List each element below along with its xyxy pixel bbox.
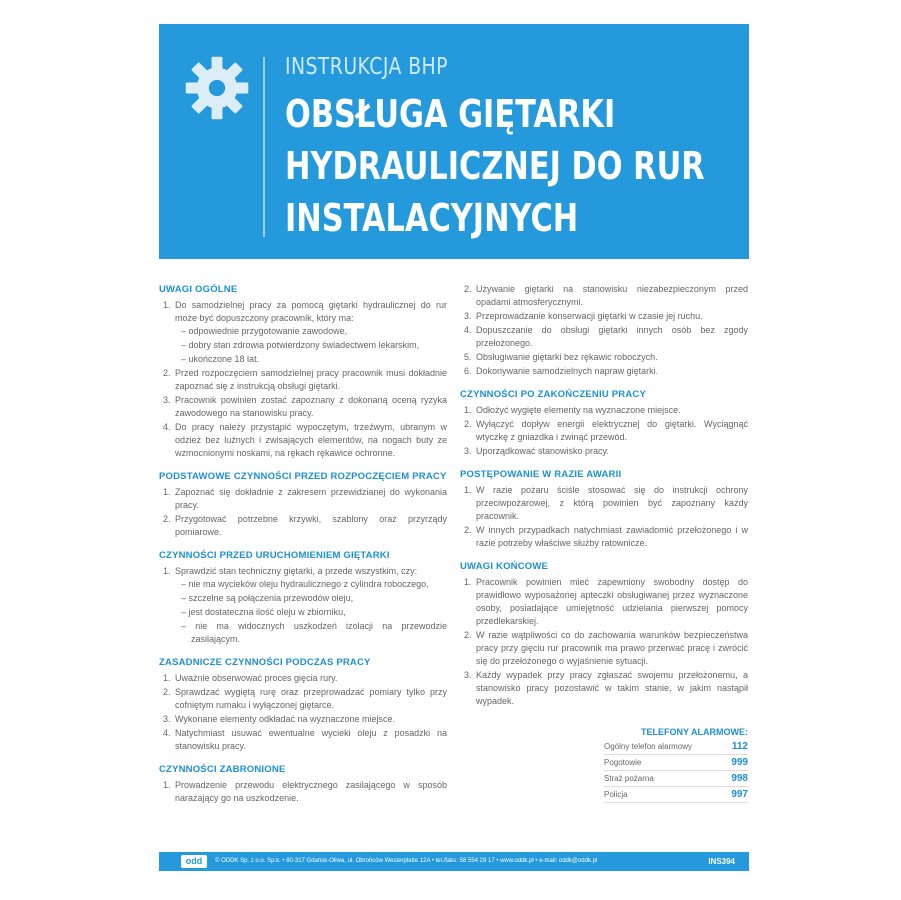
section-title: ZASADNICZE CZYNNOŚCI PODCZAS PRACY — [159, 657, 371, 668]
list-item — [173, 486, 447, 512]
instruction-section — [460, 283, 748, 378]
list-item — [173, 394, 447, 420]
list-item — [474, 404, 748, 417]
list-item — [474, 484, 748, 523]
phone-label: Straż pożarna — [604, 774, 654, 783]
footer-contact: © ODDK Sp. z o.o. Sp.k. • 80-317 Gdańsk-Oliwa, ul. Obrońców Westerplatte 12A • tel./faks: 58 554 29 17 • www.oddk.pl • e-mail: oddk@oddk.pl — [215, 858, 598, 864]
instruction-list — [159, 299, 447, 460]
list-item — [173, 565, 447, 646]
list-item — [173, 672, 447, 685]
instruction-list — [159, 486, 447, 539]
instruction-list — [159, 672, 447, 753]
list-item-text: Używanie giętarki na stanowisku niezabezpieczonym przed opadami atmosferycznymi. — [476, 284, 748, 307]
list-item — [474, 310, 748, 323]
list-item — [474, 324, 748, 350]
phone-row — [604, 755, 748, 771]
list-item-text: Przeprowadzanie konserwacji giętarki w czasie jej ruchu. — [476, 311, 703, 321]
list-item-text: Uporządkować stanowisko pracy. — [476, 446, 609, 456]
list-item-text: Odłożyć wygięte elementy na wyznaczone miejsce. — [476, 405, 681, 415]
left-column — [159, 283, 447, 815]
instruction-list — [159, 565, 447, 646]
list-item — [173, 367, 447, 393]
instruction-list — [460, 283, 748, 378]
header-banner — [159, 24, 749, 259]
list-item-text: W innych przypadkach natychmiast zawiadomić przełożonego i w razie potrzeby właściwe służby ratownicze. — [476, 525, 748, 548]
list-item — [173, 713, 447, 726]
list-item — [173, 513, 447, 539]
list-item — [173, 779, 447, 805]
company-logo: odd — [181, 855, 207, 868]
section-title: UWAGI OGÓLNE — [159, 284, 238, 295]
section-title: PODSTAWOWE CZYNNOŚCI PRZED ROZPOCZĘCIEM PRACY — [159, 471, 447, 482]
sub-list-item: – jest dostateczna ilość oleju w zbiorniku, — [189, 606, 447, 619]
header-subtitle: INSTRUKCJA BHP — [285, 54, 448, 80]
phone-row — [604, 739, 748, 755]
list-item-text: Sprawdzić stan techniczny giętarki, a przede wszystkim, czy: — [175, 566, 418, 576]
title-line: OBSŁUGA GIĘTARKI — [285, 92, 616, 136]
sub-list — [175, 325, 447, 366]
phone-number: 999 — [731, 757, 748, 768]
list-item-text: Natychmiast usuwać ewentualne wycieki oleju z posadzki na stanowisku pracy. — [175, 728, 447, 751]
title-line: INSTALACYJNYCH — [285, 196, 579, 240]
list-item-text: Wyłączyć dopływ energii elektrycznej do giętarki. Wyciągnąć wtyczkę z gniazdka i zwinąć przewód. — [476, 419, 748, 442]
list-item-text: Prowadzenie przewodu elektrycznego zasilającego w sposób narażający go na uszkodzenie. — [175, 780, 447, 803]
list-item-text: Zapoznać się dokładnie z zakresem przewidzianej do wykonania pracy. — [175, 487, 447, 510]
list-item — [474, 524, 748, 550]
list-item — [474, 351, 748, 364]
list-item-text: Do samodzielnej pracy za pomocą giętarki hydraulicznej do rur może być dopuszczony pracownik, który ma: — [175, 300, 447, 323]
footer-bar — [159, 852, 749, 871]
sub-list-item: – szczelne są połączenia przewodów oleju, — [189, 592, 447, 605]
list-item-text: Dokonywanie samodzielnych napraw giętarki. — [476, 366, 659, 376]
sub-list-item: – odpowiednie przygotowanie zawodowe, — [189, 325, 447, 338]
section-title: POSTĘPOWANIE W RAZIE AWARII — [460, 469, 622, 480]
list-item — [173, 421, 447, 460]
sub-list — [175, 578, 447, 646]
list-item-text: Sprawdzać wygiętą rurę oraz przeprowadzać pomiary tylko przy cofniętym rumaku i wyłączonej giętarce. — [175, 687, 447, 710]
list-item — [474, 365, 748, 378]
section-title: CZYNNOŚCI PRZED URUCHOMIENIEM GIĘTARKI — [159, 550, 390, 561]
phone-label: Policja — [604, 790, 628, 799]
section-title: UWAGI KOŃCOWE — [460, 561, 549, 572]
instruction-section — [159, 656, 447, 753]
instruction-list — [460, 576, 748, 708]
sub-list-item: – nie ma wycieków oleju hydraulicznego z cylindra roboczego, — [189, 578, 447, 591]
phone-row — [604, 771, 748, 787]
list-item-text: Przed rozpoczęciem samodzielnej pracy pracownik musi dokładnie zapoznać się z instrukcją obsługi giętarki. — [175, 368, 447, 391]
section-title: CZYNNOŚCI PO ZAKOŃCZENIU PRACY — [460, 389, 646, 400]
list-item-text: W razie wątpliwości co do zachowania warunków bezpieczeństwa pracy przy gięciu rur pracownik ma prawo przerwać pracę i zwrócić się do przełożonego o wyjaśnienie sytuacji. — [476, 630, 748, 666]
title-line: HYDRAULICZNEJ DO RUR — [285, 144, 705, 188]
list-item-text: Pracownik powinien mieć zapewniony swobodny dostęp do prawidłowo wyposażonej apteczki obsługiwanej przez wyznaczone osoby, posiadające umiejętność udzielania pierwszej pomocy przedlekarskiej. — [476, 577, 748, 626]
header-title — [285, 88, 725, 244]
list-item-text: Obsługiwanie giętarki bez rękawic roboczych. — [476, 352, 658, 362]
list-item — [474, 283, 748, 309]
instruction-section — [159, 549, 447, 646]
sub-list-item: – dobry stan zdrowia potwierdzony świadectwem lekarskim, — [189, 339, 447, 352]
list-item-text: W razie pożaru ściśle stosować się do instrukcji ochrony przeciwpożarowej, z którą powinien być zapoznany każdy pracownik. — [476, 485, 748, 521]
phone-label: Ogólny telefon alarmowy — [604, 742, 693, 751]
document-code: INS394 — [708, 857, 735, 866]
list-item-text: Przygotować potrzebne krzywki, szablony oraz przyrządy pomiarowe. — [175, 514, 447, 537]
list-item-text: Pracownik powinien zostać zapoznany z dokonaną oceną ryzyka zawodowego na stanowisku pracy. — [175, 395, 447, 418]
header-divider — [263, 57, 265, 237]
list-item-text: Wykonane elementy odkładać na wyznaczone miejsce. — [175, 714, 396, 724]
instruction-list — [460, 404, 748, 458]
phone-number: 997 — [731, 789, 748, 800]
list-item — [474, 445, 748, 458]
instruction-list — [460, 484, 748, 550]
phone-number: 112 — [731, 741, 748, 752]
gear-icon — [183, 54, 251, 122]
list-item — [173, 686, 447, 712]
phone-number: 998 — [731, 773, 748, 784]
list-item-text: Dopuszczanie do obsługi giętarki innych osób bez zgody przełożonego. — [476, 325, 748, 348]
list-item — [173, 299, 447, 366]
phone-label: Pogotowie — [604, 758, 642, 767]
instruction-section — [460, 468, 748, 550]
list-item-text: Każdy wypadek przy pracy zgłaszać swojemu przełożonemu, a stanowisko pracy pozostawić w takim stanie, w jakim nastąpił wypadek. — [476, 670, 748, 706]
phone-row — [604, 787, 748, 803]
instruction-section — [159, 470, 447, 539]
emergency-phones — [604, 727, 748, 803]
instruction-section — [159, 763, 447, 805]
list-item — [173, 727, 447, 753]
list-item-text: Uważnie obserwować proces gięcia rury. — [175, 673, 338, 683]
list-item-text: Do pracy należy przystąpić wypoczętym, trzeźwym, ubranym w odzież bez luźnych i zwisających elementów, na nogach buty ze wzmocnionymi noskami, na rękach rękawice ochronne. — [175, 422, 447, 458]
right-column — [460, 283, 748, 718]
sub-list-item: – ukończone 18 lat. — [189, 353, 447, 366]
section-title: CZYNNOŚCI ZABRONIONE — [159, 764, 286, 775]
instruction-section — [460, 560, 748, 708]
list-item — [474, 418, 748, 444]
list-item — [474, 576, 748, 628]
list-item — [474, 629, 748, 668]
instruction-list — [159, 779, 447, 805]
instruction-section — [159, 283, 447, 460]
list-item — [474, 669, 748, 708]
sub-list-item: – nie ma widocznych uszkodzeń izolacji na przewodzie zasilającym. — [189, 620, 447, 646]
instruction-section — [460, 388, 748, 458]
phones-title: TELEFONY ALARMOWE: — [641, 727, 748, 737]
